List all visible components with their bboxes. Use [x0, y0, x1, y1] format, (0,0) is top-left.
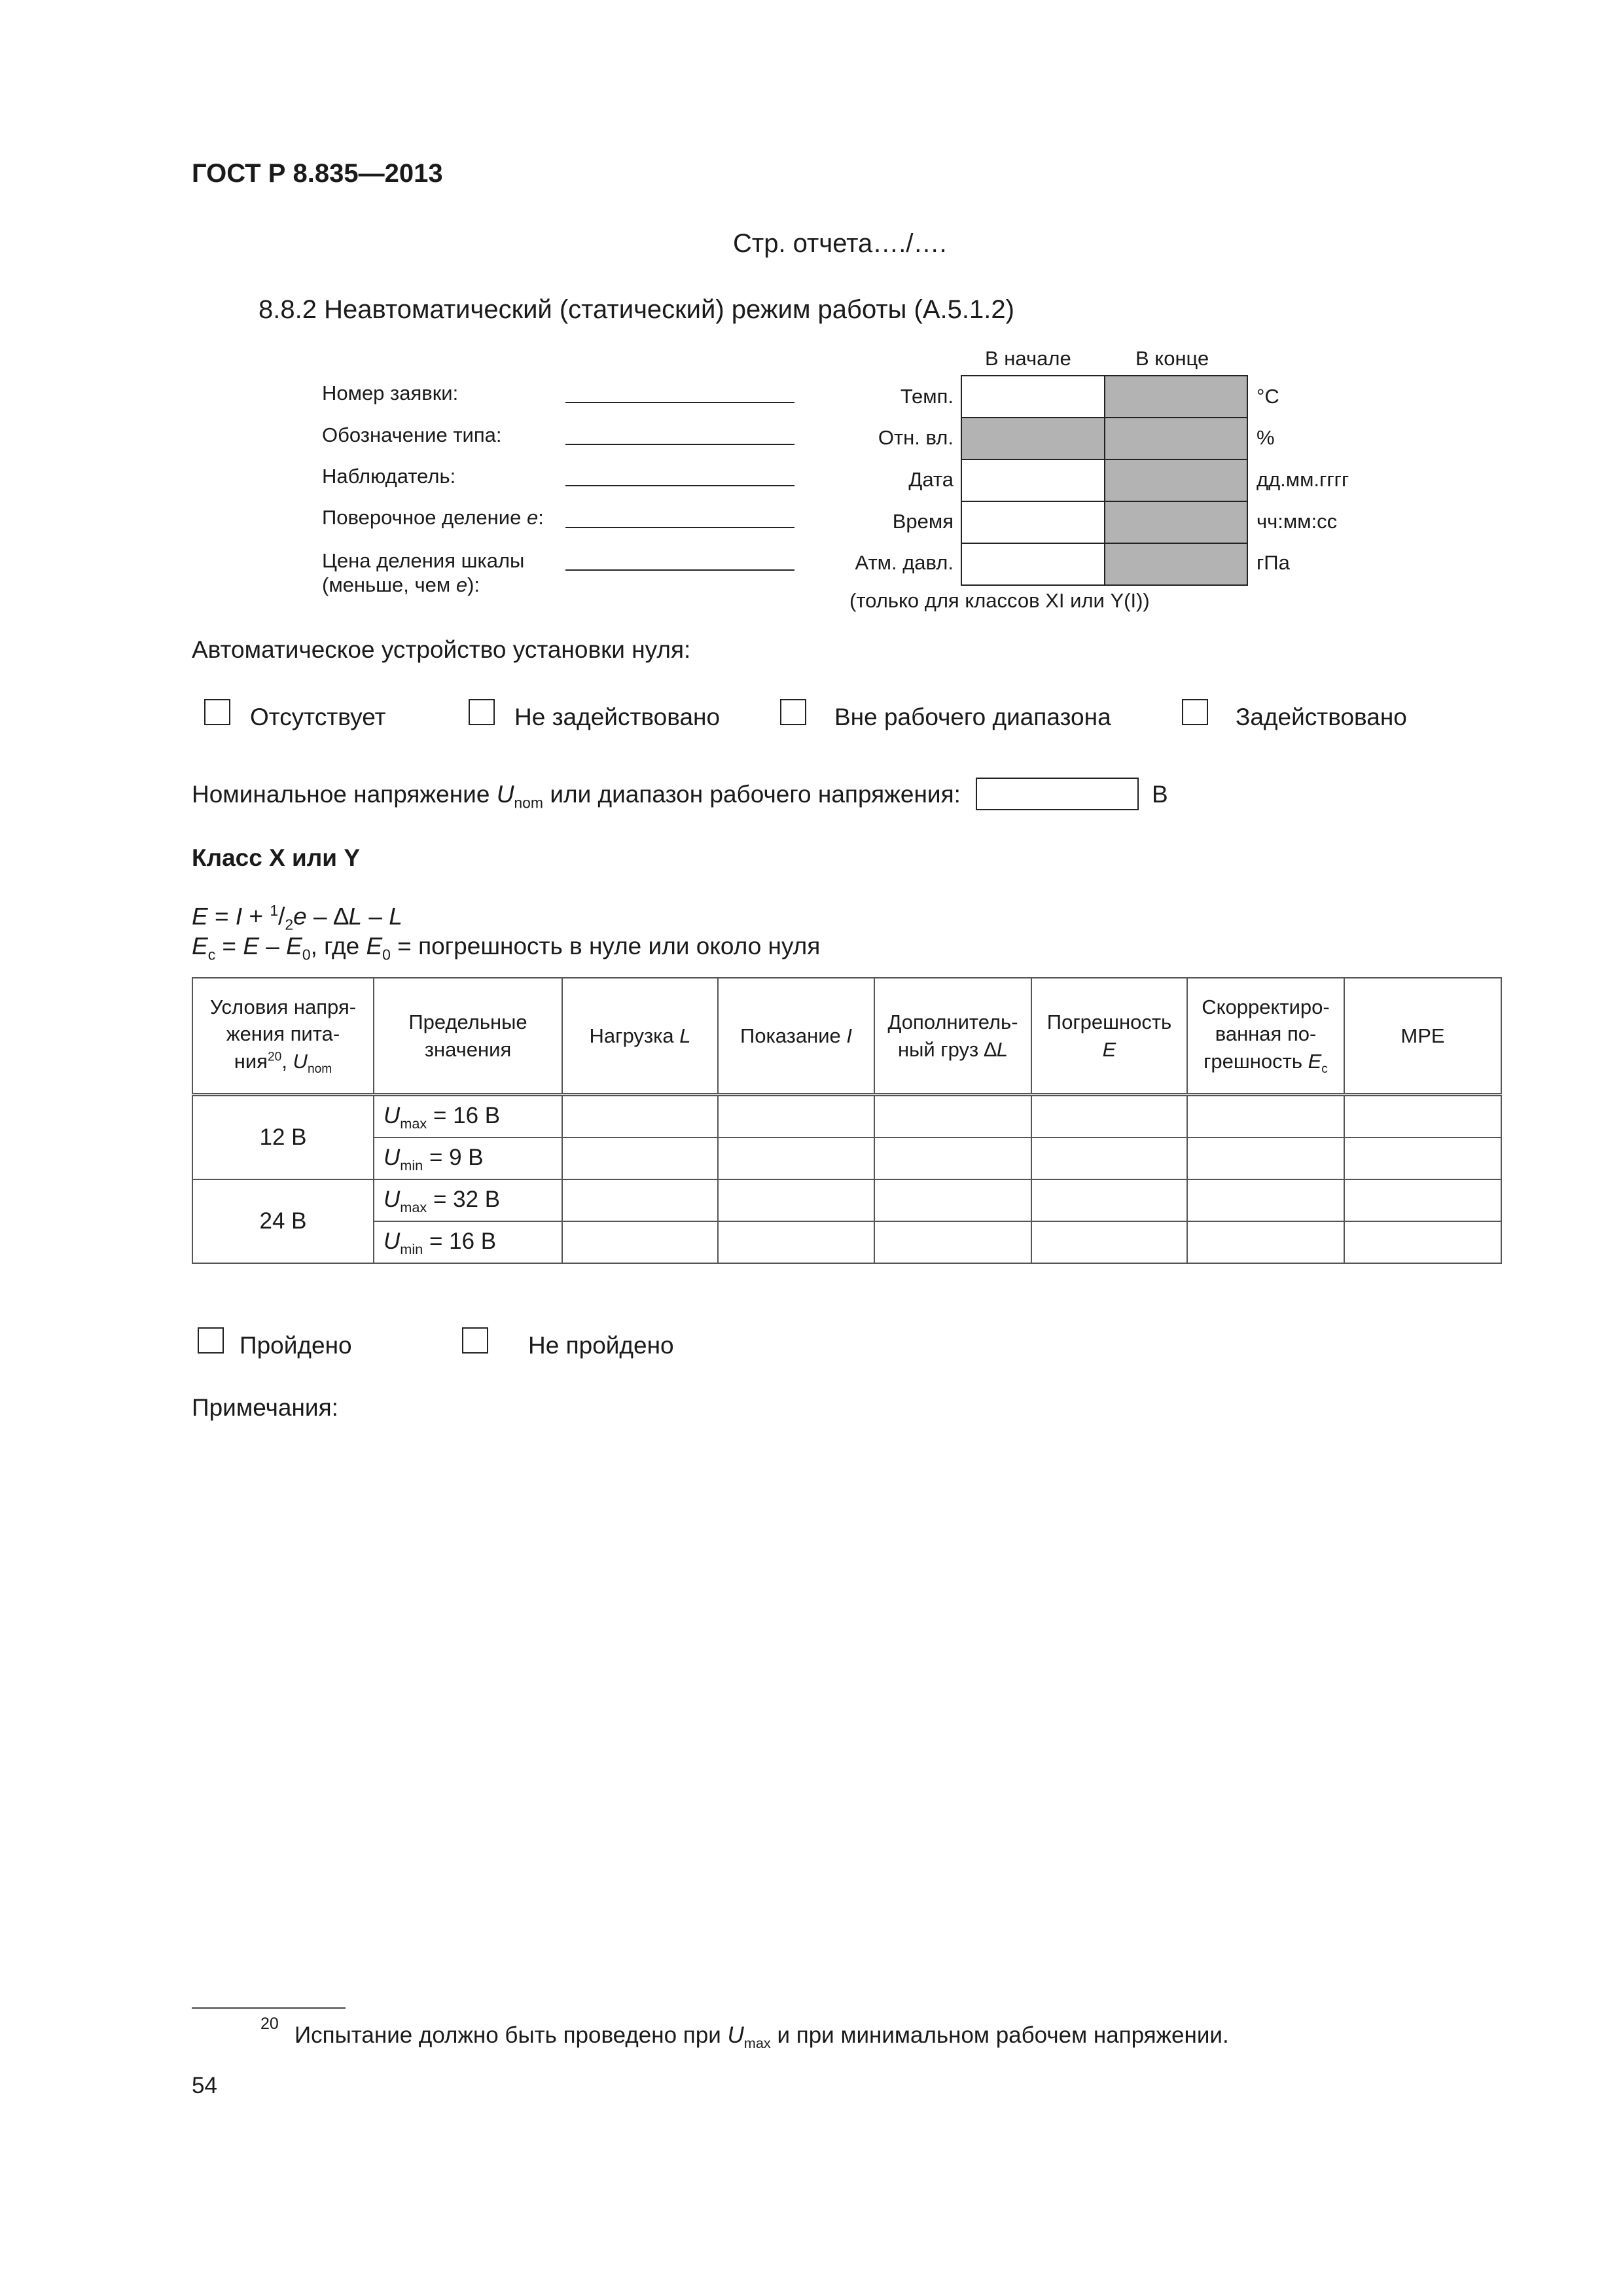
unit-date: дд.мм.гггг [1257, 468, 1349, 491]
temperature-start-cell[interactable] [961, 375, 1105, 418]
table-cell[interactable] [718, 1221, 874, 1263]
table-cell[interactable] [562, 1095, 718, 1138]
type-designation-field[interactable] [565, 444, 794, 445]
table-cell[interactable] [874, 1179, 1031, 1221]
condition-label-time: Время [892, 510, 954, 533]
nominal-voltage-label: Номинальное напряжение $U_{nom}$ или диапазон рабочего напряжения: [192, 781, 961, 812]
checkbox-engaged[interactable] [1182, 699, 1208, 725]
section-title: 8.8.2 Неавтоматический (статический) режим работы (А.5.1.2) [259, 295, 1014, 324]
table-cell[interactable] [718, 1138, 874, 1179]
table-cell[interactable] [1344, 1221, 1501, 1263]
option-not-engaged-label: Не задействовано [514, 704, 721, 730]
table-cell[interactable] [874, 1138, 1031, 1179]
voltage-group-12v: 12 В [192, 1095, 374, 1180]
condition-label-pressure: Атм. давл. [855, 551, 954, 574]
table-row [192, 1221, 1501, 1263]
table-cell[interactable] [874, 1221, 1031, 1263]
type-designation-label: Обозначение типа: [322, 423, 502, 446]
condition-label-date: Дата [908, 468, 954, 491]
limit-umin-12v: $U_{min} = 9$ В [374, 1138, 562, 1179]
footnote-text: Испытание должно быть проведено при $U_{max}$ и при минимальном рабочем напряжении. [294, 2022, 1229, 2051]
option-out-of-range-label: Вне рабочего диапазона [834, 704, 1111, 730]
table-cell[interactable] [1031, 1138, 1187, 1179]
header-supply-voltage: Условия напря- жения пита- ния$^{20}$, $U_{nom}$ [192, 978, 374, 1095]
verification-division-field[interactable] [565, 527, 794, 528]
header-corrected-error: Скорректиро- ванная по- грешность $E_c$ [1187, 978, 1344, 1095]
failed-label: Не пройдено [528, 1332, 674, 1359]
formula-corrected-error: $E_c = E - E_0$, где $E_0$ = погрешность в нуле или около нуля [192, 933, 821, 963]
table-cell[interactable] [1187, 1138, 1344, 1179]
column-end-label: В конце [1135, 347, 1209, 370]
limit-umax-24v: $U_{max} = 32$ В [374, 1179, 562, 1221]
unit-humidity: % [1257, 426, 1275, 449]
pressure-start-cell[interactable] [961, 543, 1105, 586]
table-cell[interactable] [1187, 1221, 1344, 1263]
unit-pressure: гПа [1257, 551, 1290, 574]
request-number-field[interactable] [565, 402, 794, 403]
table-cell[interactable] [718, 1095, 874, 1138]
unit-temperature: °C [1257, 385, 1279, 408]
document-header: ГОСТ Р 8.835—2013 [192, 159, 443, 188]
header-error: Погрешность E [1031, 978, 1187, 1095]
table-cell[interactable] [1187, 1095, 1344, 1138]
option-absent-label: Отсутствует [250, 704, 386, 730]
checkbox-absent[interactable] [204, 699, 230, 725]
table-header-row [192, 978, 1501, 1095]
unit-time: чч:мм:сс [1257, 510, 1338, 533]
checkbox-failed[interactable] [462, 1327, 488, 1354]
request-number-label: Номер заявки: [322, 382, 459, 404]
table-cell[interactable] [718, 1179, 874, 1221]
header-load: Нагрузка L [562, 978, 718, 1095]
table-row [192, 1095, 1501, 1138]
pressure-end-cell [1104, 543, 1248, 586]
table-cell[interactable] [562, 1138, 718, 1179]
page-number: 54 [192, 2073, 217, 2098]
checkbox-out-of-range[interactable] [780, 699, 806, 725]
limit-umin-24v: $U_{min} = 16$ В [374, 1221, 562, 1263]
condition-label-humidity: Отн. вл. [878, 426, 954, 449]
voltage-input[interactable] [976, 778, 1139, 810]
voltage-group-24v: 24 В [192, 1179, 374, 1263]
table-cell[interactable] [1031, 1095, 1187, 1138]
report-page-reference: Стр. отчета…./…. [733, 229, 947, 258]
observer-field[interactable] [565, 485, 794, 486]
header-additional-load: Дополнитель- ный груз ∆L [874, 978, 1031, 1095]
scale-division-label: Цена деления шкалы (меньше, чем e): [322, 549, 525, 597]
table-cell[interactable] [562, 1221, 718, 1263]
table-row [192, 1138, 1501, 1179]
option-engaged-label: Задействовано [1236, 704, 1407, 730]
header-limit-values: Предельные значения [374, 978, 562, 1095]
time-start-cell[interactable] [961, 501, 1105, 544]
checkbox-not-engaged[interactable] [469, 699, 495, 725]
conditions-note: (только для классов XI или Y(I)) [849, 589, 1150, 612]
date-start-cell[interactable] [961, 459, 1105, 502]
time-end-cell [1104, 501, 1248, 544]
temperature-end-cell [1104, 375, 1248, 418]
verification-division-label: Поверочное деление e: [322, 506, 544, 529]
zero-device-title: Автоматическое устройство установки нуля: [192, 636, 691, 663]
humidity-start-cell [961, 417, 1105, 460]
checkbox-passed[interactable] [198, 1327, 224, 1354]
table-cell[interactable] [1344, 1095, 1501, 1138]
test-results-table [192, 977, 1502, 1264]
header-mpe: MPE [1344, 978, 1501, 1095]
class-heading: Класс X или Y [192, 844, 361, 871]
header-indication: Показание I [718, 978, 874, 1095]
passed-label: Пройдено [240, 1332, 352, 1359]
voltage-unit: В [1152, 781, 1168, 808]
footnote-separator [192, 2007, 346, 2009]
table-cell[interactable] [1344, 1138, 1501, 1179]
formula-error: $E = I + ^1/_2e - \Delta L - L$ [192, 902, 402, 933]
table-cell[interactable] [1031, 1179, 1187, 1221]
condition-label-temperature: Темп. [900, 385, 954, 408]
date-end-cell [1104, 459, 1248, 502]
humidity-end-cell [1104, 417, 1248, 460]
limit-umax-12v: $U_{max} = 16$ В [374, 1095, 562, 1138]
table-cell[interactable] [1031, 1221, 1187, 1263]
observer-label: Наблюдатель: [322, 465, 456, 488]
table-cell[interactable] [562, 1179, 718, 1221]
column-start-label: В начале [985, 347, 1071, 370]
footnote-number: 20 [260, 2015, 279, 2033]
table-row [192, 1179, 1501, 1221]
table-cell[interactable] [1187, 1179, 1344, 1221]
table-cell[interactable] [874, 1095, 1031, 1138]
notes-label: Примечания: [192, 1394, 338, 1421]
scale-division-field[interactable] [565, 569, 794, 571]
table-cell[interactable] [1344, 1179, 1501, 1221]
